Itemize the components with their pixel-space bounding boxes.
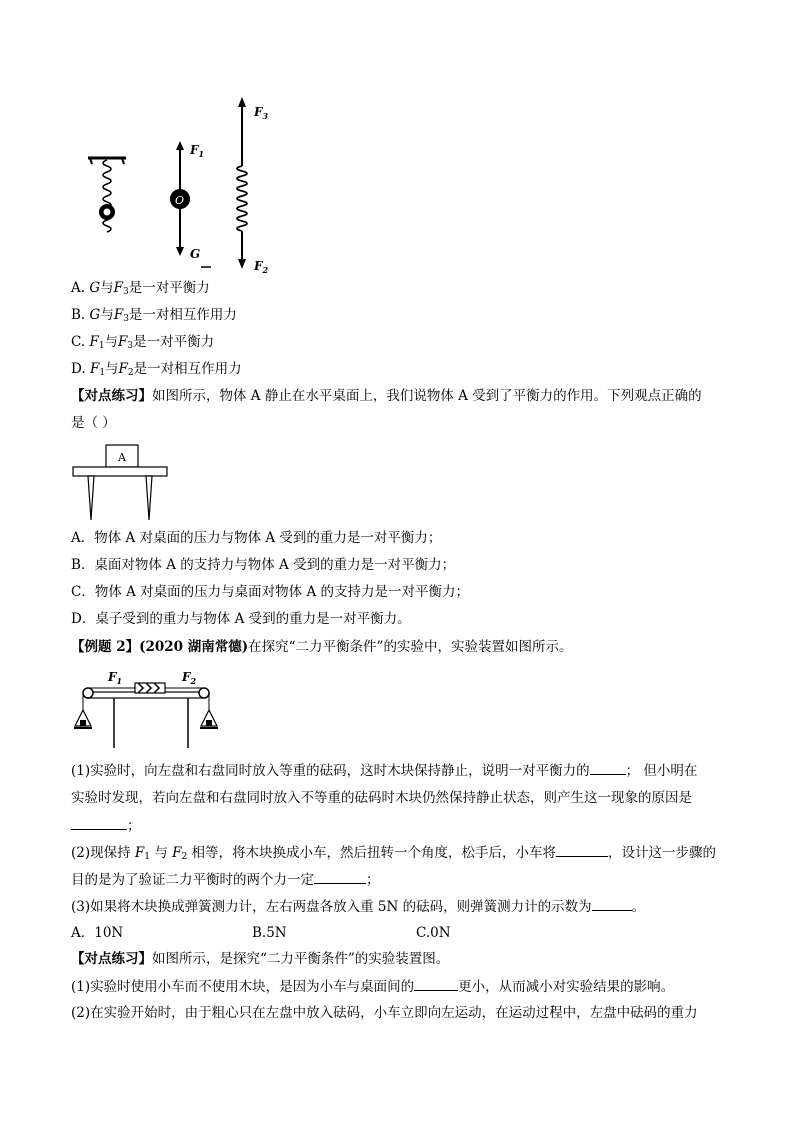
practice1-option-d: D．桌子受到的重力与物体 A 受到的重力是一对平衡力。 xyxy=(71,611,411,627)
practice1-option-b: B．桌面对物体 A 的支持力与物体 A 受到的重力是一对平衡力； xyxy=(71,557,456,573)
example2-q3-option-b: B.5N xyxy=(252,925,287,941)
answer-blank[interactable] xyxy=(71,815,127,830)
label-f2: $F_2$ xyxy=(254,259,269,275)
answer-blank[interactable] xyxy=(314,869,366,884)
practice1-stem-cont: 是（ ） xyxy=(71,415,116,431)
label-f1: $F_1$ xyxy=(190,143,205,159)
label-g: G xyxy=(190,247,201,261)
practice2-stem: 【对点练习】如图所示，是探究“二力平衡条件”的实验装置图。 xyxy=(71,951,450,967)
practice1-stem: 【对点练习】如图所示，物体 A 静止在水平桌面上，我们说物体 A 受到了平衡力的作用。下列观点正确的 xyxy=(71,388,702,404)
two-force-apparatus-figure xyxy=(74,670,234,752)
example2-q1-line1: (1)实验时，向左盘和右盘同时放入等重的砝码，这时木块保持静止，说明一对平衡力的 ； 但小明在 xyxy=(71,760,697,781)
apparatus-label-f1: $F_1$ xyxy=(108,670,123,686)
table-block-figure xyxy=(72,442,172,522)
example2-q1-line3: ； xyxy=(71,815,141,836)
block-label: A xyxy=(118,451,126,464)
option-b: B. G与$F_3$是一对相互作用力 xyxy=(71,307,237,324)
practice2-q1: (1)实验时使用小车而不使用木块，是因为小车与桌面间的 更小，从而减小对实验结果的影响。 xyxy=(71,976,674,997)
apparatus-label-f2: $F_2$ xyxy=(182,670,197,686)
practice1-option-a: A．物体 A 对桌面的压力与物体 A 受到的重力是一对平衡力； xyxy=(71,530,442,546)
label-f3: $F_3$ xyxy=(254,105,269,121)
label-o: O xyxy=(175,194,185,207)
answer-blank[interactable] xyxy=(556,842,608,857)
practice1-option-c: C．物体 A 对桌面的压力与桌面对物体 A 的支持力是一对平衡力； xyxy=(71,584,469,600)
example2-q1-line2: 实验时发现，若向左盘和右盘同时放入不等重的砝码时木块仍然保持静止状态，则产生这一现象的原因是 xyxy=(71,790,692,806)
example2-q3-option-a: A．10N xyxy=(71,925,124,941)
answer-blank[interactable] xyxy=(592,896,632,911)
vertical-spring-force-diagram xyxy=(237,97,269,275)
example2-q2-line1: (2)现保持 $F_1$ 与 $F_2$ 相等，将木块换成小车，然后扭转一个角度，松手后，小车将 ，设计这一步骤的 xyxy=(71,842,716,867)
answer-blank[interactable] xyxy=(590,760,626,775)
example2-stem: 【例题 2】(2020 湖南常德)在探究“二力平衡条件”的实验中，实验装置如图所示。 xyxy=(71,639,573,655)
example2-q3: (3)如果将木块换成弹簧测力计，左右两盘各放入重 5N 的砝码，则弹簧测力计的示数为 。 xyxy=(71,896,645,917)
answer-blank[interactable] xyxy=(414,976,458,991)
example2-q2-line2: 目的是为了验证二力平衡时的两个力一定 ； xyxy=(71,869,380,890)
spring-force-figure xyxy=(86,92,286,277)
practice2-q2: (2)在实验开始时，由于粗心只在左盘中放入砝码，小车立即向左运动，在运动过程中，左盘中砝码的重力 xyxy=(71,1005,698,1021)
option-c: C. $F_1$与$F_3$是一对平衡力 xyxy=(71,334,215,351)
hanging-spring-with-ball xyxy=(88,158,126,232)
option-a: A. G与$F_3$是一对平衡力 xyxy=(71,280,210,297)
example2-q3-option-c: C.0N xyxy=(416,925,451,941)
ball-force-diagram xyxy=(170,141,204,261)
option-d: D. $F_1$与$F_2$是一对相互作用力 xyxy=(71,361,242,378)
